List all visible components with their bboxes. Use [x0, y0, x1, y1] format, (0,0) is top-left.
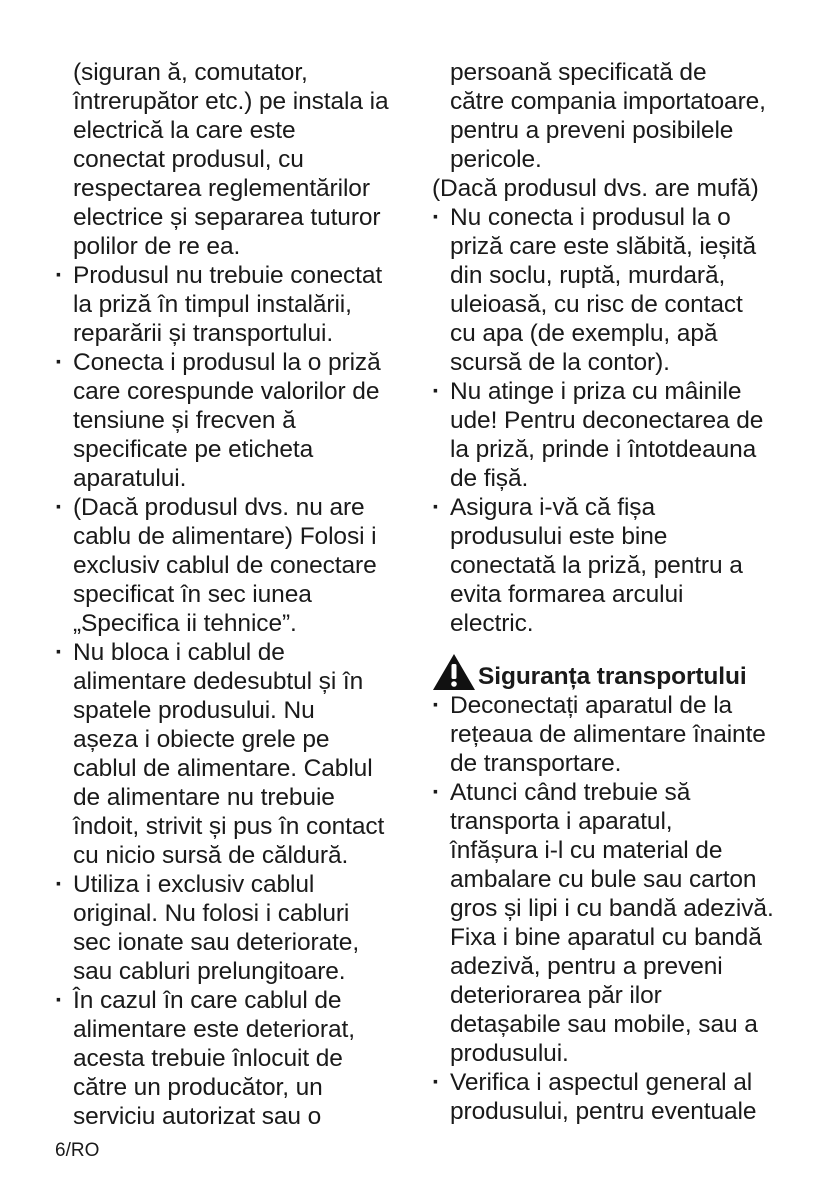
list-item: · Nu atinge i priza cu mâinile ude! Pentru deconectarea de la priză, prinde i întotdeauna de fișă. — [432, 377, 812, 493]
list-item: · (Dacă produsul dvs. nu are cablu de alimentare) Folosi i exclusiv cablul de conectare specificat în sec iunea „Specifica ii tehnice”. — [55, 493, 420, 638]
section-title: Siguranța transportului — [478, 663, 747, 690]
list-item: · Deconectați aparatul de la rețeaua de alimentare înainte de transportare. — [432, 691, 812, 778]
list-item: · Asigura i-vă că fișa produsului este bine conectată la priză, pentru a evita formarea arcului electric. — [432, 493, 812, 638]
section-heading-transport — [432, 653, 812, 691]
list-item: · Conecta i produsul la o priză care corespunde valorilor de tensiune și frecven ă specificate pe eticheta aparatului. — [55, 348, 420, 493]
right-continuation-text: persoană specificată de către compania importatoare, pentru a preveni posibilele pericole. — [450, 59, 766, 173]
list-item: · În cazul în care cablul de alimentare este deteriorat, acesta trebuie înlocuit de către un producător, un serviciu autorizat sau o — [55, 986, 420, 1131]
list-item: · Atunci când trebuie să transporta i aparatul, înfășura i-l cu material de ambalare cu bule sau carton gros și lipi i cu bandă adezivă. Fixa i bine aparatul cu bandă adezivă, pentru a preveni deteriorarea păr ilor detașabile sau mobile, sau a produsului. — [432, 778, 812, 1068]
right-column — [432, 58, 812, 1126]
list-item: · Produsul nu trebuie conectat la priză în timpul instalării, reparării și transportului. — [55, 261, 420, 348]
list-item: · Nu bloca i cablul de alimentare dedesubtul și în spatele produsului. Nu așeza i obiecte grele pe cablul de alimentare. Cablul de alimentare nu trebuie îndoit, strivit și pus în contact cu nicio sursă de căldură. — [55, 638, 420, 870]
list-item: · Utiliza i exclusiv cablul original. Nu folosi i cabluri sec ionate sau deteriorate, sau cabluri prelungitoare. — [55, 870, 420, 986]
list-item: · Nu conecta i produsul la o priză care este slăbită, ieșită din soclu, ruptă, murdară, uleioasă, cu risc de contact cu apa (de exemplu, apă scursă de la contor). — [432, 203, 812, 377]
page-number: 6/RO — [55, 1140, 100, 1161]
plug-note: (Dacă produsul dvs. are mufă) — [432, 175, 759, 202]
warning-triangle-icon — [432, 653, 476, 691]
list-item: · Verifica i aspectul general al produsului, pentru eventuale — [432, 1068, 812, 1126]
left-column — [55, 58, 420, 1131]
left-continuation-text: (siguran ă, comutator, întrerupător etc.) pe instala ia electrică la care este conectat produsul, cu respectarea reglementărilor electrice și separarea tuturor polilor de re ea. — [73, 59, 389, 260]
